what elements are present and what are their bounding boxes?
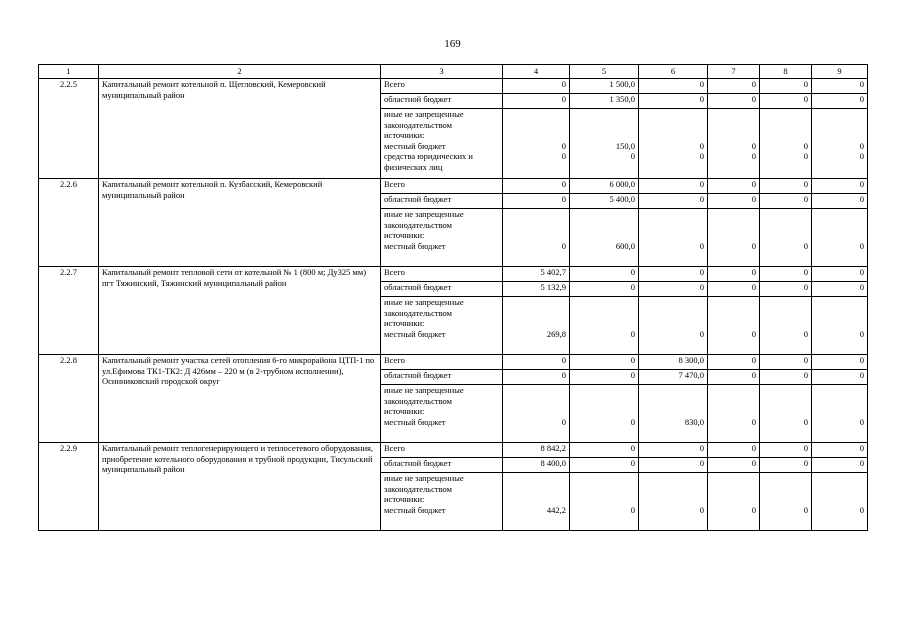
value-cell — [503, 385, 570, 443]
value-cell — [570, 209, 639, 267]
column-header: 7 — [708, 65, 760, 79]
item-name: Капитальный ремонт участка сетей отопления 6-го микрорайона ЦТП-1 по ул.Ефимова ТК1-ТК2: Д 426мм – 220 м (в 2-трубном исполнении), Осинниковский городской округ — [99, 355, 381, 443]
value-cell: 0 — [708, 282, 760, 297]
table-row — [39, 355, 868, 370]
item-code: 2.2.6 — [39, 179, 99, 267]
value-cell — [812, 209, 868, 267]
sub-value: 0 — [751, 240, 756, 251]
value-cell: 0 — [760, 458, 812, 473]
value-cell: 0 — [708, 267, 760, 282]
value-cell: 0 — [503, 194, 570, 209]
sub-value: 0 — [751, 328, 756, 339]
source-total: Всего — [381, 443, 503, 458]
item-name: Капитальный ремонт тепловой сети от котельной № 1 (800 м; Ду325 мм) пгт Тяжинский, Тяжинский муниципальный район — [99, 267, 381, 355]
sub-value: 0 — [561, 140, 566, 151]
value-cell: 0 — [639, 458, 708, 473]
table-row — [39, 443, 868, 458]
column-header-row — [39, 65, 868, 79]
sub-value: 0 — [699, 151, 704, 161]
source-other-label: иные не запрещенные — [384, 297, 464, 307]
value-cell — [760, 473, 812, 531]
sub-value: 0 — [630, 416, 635, 427]
value-cell — [760, 109, 812, 179]
source-other-label: иные не запрещенные — [384, 109, 464, 119]
source-other-label: источники: — [384, 230, 425, 240]
value-cell — [812, 297, 868, 355]
value-cell: 0 — [760, 194, 812, 209]
source-other-label: законодательством — [384, 307, 453, 318]
source-other-label: законодательством — [384, 483, 453, 494]
sub-value: 269,8 — [546, 328, 566, 339]
column-header: 8 — [760, 65, 812, 79]
value-cell — [639, 109, 708, 179]
sub-value: 0 — [859, 240, 864, 251]
value-cell: 0 — [708, 79, 760, 94]
sub-value: 0 — [803, 416, 808, 427]
value-cell: 0 — [812, 443, 868, 458]
program-table — [38, 64, 868, 531]
sub-value: 0 — [859, 504, 864, 515]
source-sub-label: местный бюджет — [384, 328, 446, 339]
value-cell: 0 — [639, 194, 708, 209]
sub-value: 0 — [803, 504, 808, 515]
source-regional: областной бюджет — [381, 370, 503, 385]
value-cell: 0 — [503, 355, 570, 370]
source-other-label: законодательством — [384, 119, 453, 130]
value-cell: 0 — [570, 458, 639, 473]
value-cell — [570, 109, 639, 179]
value-cell: 0 — [570, 370, 639, 385]
value-cell: 0 — [570, 443, 639, 458]
value-cell — [812, 109, 868, 179]
source-other — [381, 109, 503, 179]
source-sub-label: местный бюджет — [384, 240, 446, 251]
value-cell: 0 — [760, 179, 812, 194]
sub-value: 830,0 — [684, 416, 704, 427]
value-cell — [708, 385, 760, 443]
sub-value: 0 — [699, 328, 704, 339]
source-regional: областной бюджет — [381, 282, 503, 297]
source-other-label: иные не запрещенные — [384, 385, 464, 395]
value-cell — [503, 473, 570, 531]
column-header: 5 — [570, 65, 639, 79]
value-cell — [708, 209, 760, 267]
source-other-label: источники: — [384, 130, 425, 140]
item-name: Капитальный ремонт котельной п. Кузбасский, Кемеровский муниципальный район — [99, 179, 381, 267]
sub-value: 0 — [751, 416, 756, 427]
value-cell — [639, 385, 708, 443]
value-cell: 8 400,0 — [503, 458, 570, 473]
value-cell: 0 — [708, 458, 760, 473]
value-cell: 0 — [570, 267, 639, 282]
source-other — [381, 209, 503, 267]
value-cell — [570, 385, 639, 443]
value-cell: 1 350,0 — [570, 94, 639, 109]
value-cell: 0 — [760, 443, 812, 458]
value-cell: 0 — [639, 79, 708, 94]
sub-value: 442,2 — [546, 504, 566, 515]
source-regional: областной бюджет — [381, 94, 503, 109]
source-total: Всего — [381, 355, 503, 370]
value-cell — [708, 473, 760, 531]
value-cell: 0 — [812, 267, 868, 282]
value-cell: 0 — [760, 267, 812, 282]
value-cell: 0 — [760, 79, 812, 94]
source-other-label: источники: — [384, 318, 425, 328]
source-total: Всего — [381, 79, 503, 94]
value-cell: 0 — [708, 194, 760, 209]
item-name: Капитальный ремонт теплогенерирующего и теплосетевого оборудования, приобретение котельного оборудования и трубной продукции, Тисульский муниципальный район — [99, 443, 381, 531]
value-cell: 0 — [639, 179, 708, 194]
source-sub-label: местный бюджет — [384, 416, 446, 427]
value-cell: 0 — [760, 370, 812, 385]
sub-value: 0 — [630, 328, 635, 339]
item-code: 2.2.9 — [39, 443, 99, 531]
item-name: Капитальный ремонт котельной п. Щегловский, Кемеровский муниципальный район — [99, 79, 381, 179]
value-cell: 0 — [639, 443, 708, 458]
value-cell: 7 470,0 — [639, 370, 708, 385]
source-sub-label: местный бюджет — [384, 140, 446, 151]
sub-value: 0 — [561, 151, 566, 161]
source-other-label: источники: — [384, 406, 425, 416]
value-cell — [760, 209, 812, 267]
sub-value: 0 — [699, 240, 704, 251]
value-cell: 0 — [812, 179, 868, 194]
value-cell — [812, 385, 868, 443]
value-cell: 0 — [812, 94, 868, 109]
value-cell: 5 402,7 — [503, 267, 570, 282]
value-cell: 0 — [708, 370, 760, 385]
item-code: 2.2.8 — [39, 355, 99, 443]
value-cell: 0 — [760, 282, 812, 297]
source-other-label: законодательством — [384, 219, 453, 230]
sub-value: 0 — [859, 416, 864, 427]
value-cell: 0 — [708, 94, 760, 109]
value-cell — [639, 473, 708, 531]
value-cell: 1 500,0 — [570, 79, 639, 94]
value-cell — [708, 109, 760, 179]
sub-value: 0 — [859, 151, 864, 161]
value-cell — [570, 473, 639, 531]
value-cell: 0 — [639, 267, 708, 282]
value-cell — [503, 209, 570, 267]
sub-value: 0 — [630, 151, 635, 161]
sub-value: 0 — [859, 140, 864, 151]
sub-value: 0 — [803, 240, 808, 251]
source-other — [381, 297, 503, 355]
source-sub-label: местный бюджет — [384, 504, 446, 515]
value-cell: 5 132,9 — [503, 282, 570, 297]
value-cell — [639, 297, 708, 355]
page-number: 169 — [444, 38, 461, 50]
column-header: 1 — [39, 65, 99, 79]
value-cell: 0 — [503, 370, 570, 385]
sub-value: 0 — [751, 151, 756, 161]
value-cell — [503, 297, 570, 355]
sub-value: 0 — [803, 328, 808, 339]
source-other-label: иные не запрещенные — [384, 473, 464, 483]
sub-value: 0 — [630, 504, 635, 515]
item-code: 2.2.7 — [39, 267, 99, 355]
sub-value: 150,0 — [615, 140, 635, 151]
value-cell: 0 — [503, 79, 570, 94]
item-code: 2.2.5 — [39, 79, 99, 179]
value-cell — [639, 209, 708, 267]
source-regional: областной бюджет — [381, 458, 503, 473]
value-cell: 8 300,0 — [639, 355, 708, 370]
source-other — [381, 473, 503, 531]
sub-value: 0 — [803, 140, 808, 151]
column-header: 9 — [812, 65, 868, 79]
source-total: Всего — [381, 179, 503, 194]
value-cell — [708, 297, 760, 355]
value-cell: 0 — [812, 282, 868, 297]
sub-value: 0 — [859, 328, 864, 339]
source-regional: областной бюджет — [381, 194, 503, 209]
value-cell: 0 — [760, 355, 812, 370]
value-cell — [760, 297, 812, 355]
column-header: 4 — [503, 65, 570, 79]
value-cell: 0 — [708, 179, 760, 194]
value-cell: 0 — [503, 94, 570, 109]
source-sub-label: физических лиц — [384, 161, 443, 172]
sub-value: 600,0 — [615, 240, 635, 251]
source-other-label: законодательством — [384, 395, 453, 406]
value-cell: 0 — [503, 179, 570, 194]
value-cell: 0 — [708, 355, 760, 370]
source-other — [381, 385, 503, 443]
value-cell: 0 — [812, 355, 868, 370]
sub-value: 0 — [751, 504, 756, 515]
source-other-label: иные не запрещенные — [384, 209, 464, 219]
column-header: 2 — [99, 65, 381, 79]
sub-value: 0 — [561, 240, 566, 251]
value-cell: 0 — [812, 79, 868, 94]
source-other-label: источники: — [384, 494, 425, 504]
value-cell — [503, 109, 570, 179]
column-header: 6 — [639, 65, 708, 79]
value-cell — [570, 297, 639, 355]
column-header: 3 — [381, 65, 503, 79]
value-cell — [812, 473, 868, 531]
value-cell: 0 — [570, 282, 639, 297]
table-row — [39, 79, 868, 94]
source-sub-label: средства юридических и — [384, 151, 473, 161]
sub-value: 0 — [699, 140, 704, 151]
value-cell: 0 — [570, 355, 639, 370]
sub-value: 0 — [561, 416, 566, 427]
value-cell: 0 — [812, 194, 868, 209]
sub-value: 0 — [699, 504, 704, 515]
sub-value: 0 — [803, 151, 808, 161]
table-row — [39, 267, 868, 282]
sub-value: 0 — [751, 140, 756, 151]
table-row — [39, 179, 868, 194]
value-cell: 0 — [639, 94, 708, 109]
value-cell: 5 400,0 — [570, 194, 639, 209]
value-cell: 8 842,2 — [503, 443, 570, 458]
value-cell — [760, 385, 812, 443]
value-cell: 0 — [708, 443, 760, 458]
value-cell: 0 — [812, 370, 868, 385]
value-cell: 6 000,0 — [570, 179, 639, 194]
value-cell: 0 — [639, 282, 708, 297]
value-cell: 0 — [760, 94, 812, 109]
value-cell: 0 — [812, 458, 868, 473]
source-total: Всего — [381, 267, 503, 282]
